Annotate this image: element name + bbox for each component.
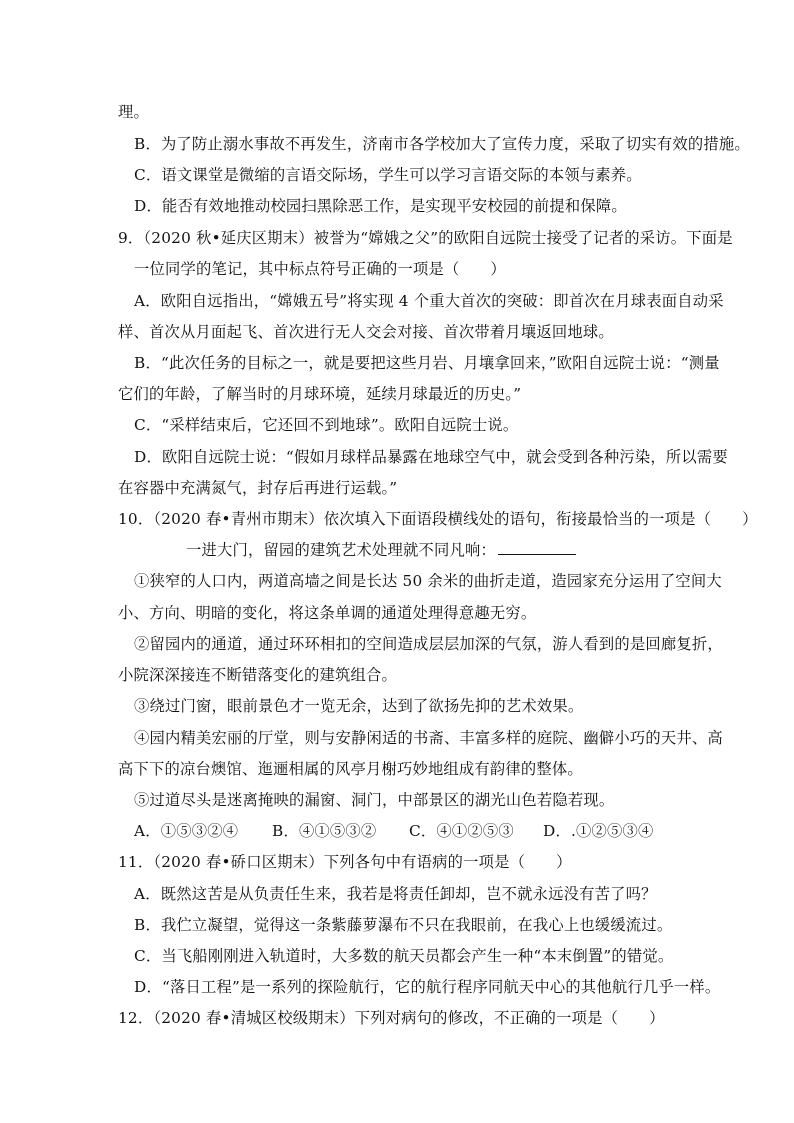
q10-item-3: ③绕过门窗，眼前景色才一览无余，达到了欲扬先抑的艺术效果。 [134,697,584,715]
q10-item-2-line2: 小院深深接连不断错落变化的建筑组合。 [118,666,397,684]
q10-passage [186,540,576,560]
q10-item-2-line1: ②留园内的通道，通过环环相扣的空间造成层层加深的气氛，游人看到的是回廊复折， [134,635,723,653]
fill-blank-line [498,540,576,555]
q8-option-c: C．语文课堂是微缩的言语交际场，学生可以学习言语交际的本领与素养。 [134,166,642,184]
q9-option-b-line1: B．“此次任务的目标之一，就是要把这些月岩、月壤拿回来，”欧阳自远院士说：“测量 [134,354,720,372]
q10-item-4-line1: ④园内精美宏丽的厅堂，则与安静闲适的书斋、丰富多样的庭院、幽僻小巧的天井、高 [134,729,723,747]
q10-choice-c: C．④①②⑤③ [409,822,514,840]
q10-choice-b: B．④①⑤③② [272,822,377,840]
q9-stem-line2: 一位同学的笔记，其中标点符号正确的一项是（ ） [134,260,506,278]
q11-stem: 11．（2020 春•硚口区期末）下列各句中有语病的一项是（ ） [118,853,572,871]
q9-option-d-line1: D．欧阳自远院士说：“假如月球样品暴露在地球空气中，就会受到各种污染，所以需要 [134,448,728,466]
q9-option-a-line1: A．欧阳自远指出，“嫦娥五号”将实现 4 个重大首次的突破：即首次在月球表面自动采 [134,292,724,310]
q11-option-c: C．当飞船刚刚进入轨道时，大多数的航天员都会产生一种“本末倒置”的错觉。 [134,947,674,965]
q10-item-1-line1: ①狭窄的人口内，两道高墙之间是长达 50 余米的曲折走道，造园家充分运用了空间大 [134,572,722,590]
q10-item-5: ⑤过道尽头是迷离掩映的漏窗、洞门，中部景区的湖光山色若隐若现。 [134,791,615,809]
q11-option-d: D．“落日工程”是一系列的探险航行，它的航行程序同航天中心的其他航行几乎一样。 [134,978,721,996]
q9-option-b-line2: 它们的年龄，了解当时的月球环境，延续月球最近的历史。” [118,385,522,403]
q12-stem: 12．（2020 春•清城区校级期末）下列对病句的修改，不正确的一项是（ ） [118,1009,665,1027]
q10-choice-d: D．.①②⑤③④ [543,822,654,840]
q10-item-4-line2: 高下下的凉台燠馆、迤逦相属的风亭月榭巧妙地组成有韵律的整体。 [118,760,583,778]
q10-choices [134,821,654,841]
q8-option-b: B．为了防止溺水事故不再发生，济南市各学校加大了宣传力度，采取了切实有效的措施。 [134,135,750,153]
q10-item-1-line2: 小、方向、明暗的变化，将这条单调的通道处理得意趣无穷。 [118,604,537,622]
q9-option-a-line2: 样、首次从月面起飞、首次进行无人交会对接、首次带着月壤返回地球。 [118,323,614,341]
q10-choice-a: A．①⑤③②④ [134,822,239,840]
q9-stem-line1: 9．（2020 秋•延庆区期末）被誉为“嫦娥之父”的欧阳自远院士接受了记者的采访。下面是 [118,229,733,247]
q9-option-d-line2: 在容器中充满氮气，封存后再进行运载。” [118,479,398,497]
continuation-text: 理。 [118,103,149,121]
q9-option-c: C．“采样结束后，它还回不到地球”。欧阳自远院士说。 [134,416,519,434]
q10-stem: 10．（2020 春•青州市期末）依次填入下面语段横线处的语句，衔接最恰当的一项是（ ） [118,510,758,528]
q11-option-a: A．既然这苦是从负责任生来，我若是将责任卸却，岂不就永远没有苦了吗？ [134,885,657,903]
q8-option-d: D．能否有效地推动校园扫黑除恶工作，是实现平安校园的前提和保障。 [134,197,627,215]
q10-passage-text: 一进大门，留园的建筑艺术处理就不同凡响： [186,541,496,559]
q11-option-b: B．我伫立凝望，觉得这一条紫藤萝瀑布不只在我眼前，在我心上也缓缓流过。 [134,916,673,934]
